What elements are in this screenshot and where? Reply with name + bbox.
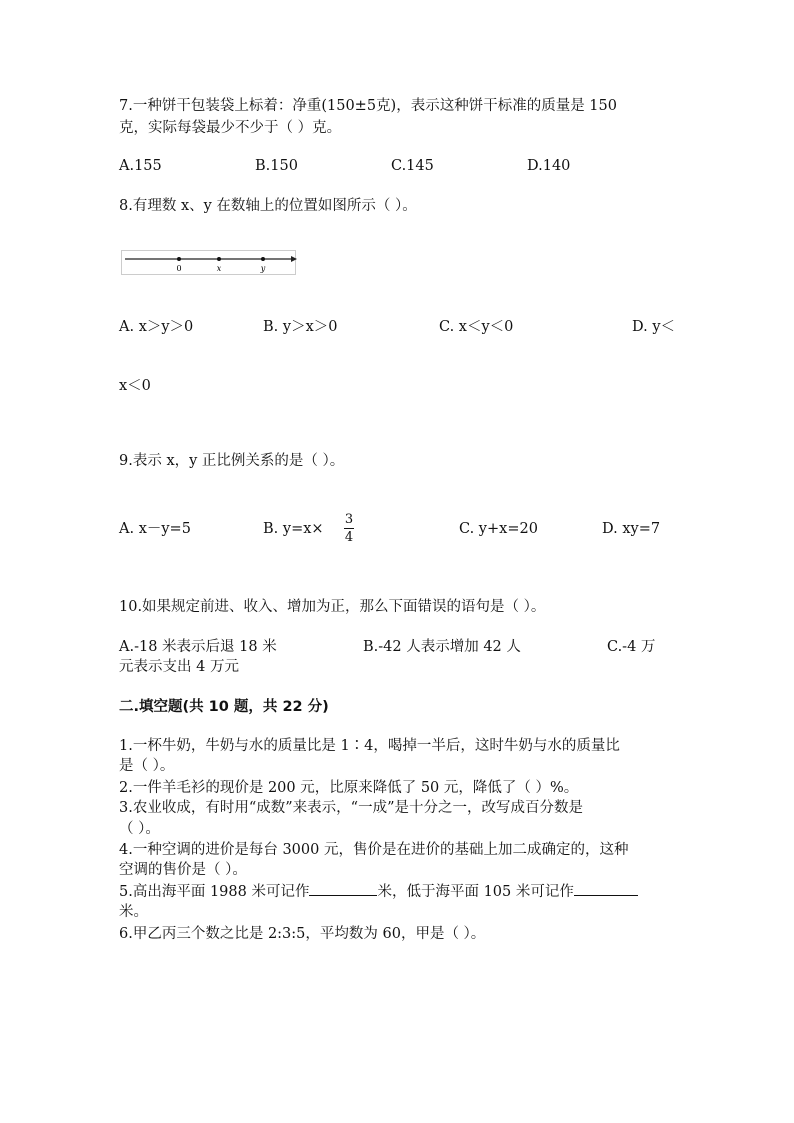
q10-option-c-continued: 元表示支出 4 万元 xyxy=(119,659,239,675)
point-y xyxy=(261,257,265,261)
q7-stem-line1: 7.一种饼干包装袋上标着：净重(150±5克)，表示这种饼干标准的质量是 150 xyxy=(119,98,617,114)
q7-option-d[interactable]: D.140 xyxy=(527,158,571,174)
fill-item-1-line1: 1.一杯牛奶，牛奶与水的质量比是 1∶4，喝掉一半后，这时牛奶与水的质量比 xyxy=(119,738,620,754)
q9-option-c[interactable]: C. y+x=20 xyxy=(459,521,538,537)
point-x xyxy=(217,257,221,261)
q7-option-b[interactable]: B.150 xyxy=(255,158,298,174)
q7-option-a[interactable]: A.155 xyxy=(119,158,162,174)
q7-stem-line2: 克，实际每袋最少不少于（ ）克。 xyxy=(119,120,342,136)
q7-option-c[interactable]: C.145 xyxy=(391,158,434,174)
q10-option-a[interactable]: A.-18 米表示后退 18 米 xyxy=(119,639,277,655)
fill-item-3-line2: （ ）。 xyxy=(119,821,160,837)
q10-option-b[interactable]: B.-42 人表示增加 42 人 xyxy=(363,639,521,655)
q8-stem: 8.有理数 x、y 在数轴上的位置如图所示（ ）。 xyxy=(119,198,417,214)
section-title: 二.填空题(共 10 题，共 22 分) xyxy=(119,699,329,715)
q9-stem: 9.表示 x，y 正比例关系的是（ ）。 xyxy=(119,453,345,469)
fraction-denominator: 4 xyxy=(344,530,354,545)
fill-item-6: 6.甲乙丙三个数之比是 2:3:5，平均数为 60，甲是（ ）。 xyxy=(119,926,486,942)
fill-item-5-part2: 米，低于海平面 105 米可记作 xyxy=(377,884,574,900)
q9-option-a[interactable]: A. x－y=5 xyxy=(119,521,191,537)
fraction-numerator: 3 xyxy=(344,512,354,527)
q9-option-d[interactable]: D. xy=7 xyxy=(602,521,661,537)
label-zero: 0 xyxy=(176,264,182,273)
arrow-icon xyxy=(291,256,297,262)
q8-option-d[interactable]: D. y＜ xyxy=(632,319,676,335)
answer-blank-1[interactable] xyxy=(309,895,377,896)
q10-stem: 10.如果规定前进、收入、增加为正，那么下面错误的语句是（ ）。 xyxy=(119,599,546,615)
fill-item-3-line1: 3.农业收成，有时用“成数”来表示，“一成”是十分之一，改写成百分数是 xyxy=(119,800,583,816)
q10-option-c[interactable]: C.-4 万 xyxy=(607,639,656,655)
q9-option-b[interactable]: B. y=x× xyxy=(263,521,324,537)
q8-option-b[interactable]: B. y＞x＞0 xyxy=(263,319,338,335)
fill-item-5-line1 xyxy=(119,882,638,902)
figure-frame xyxy=(122,251,296,275)
fill-item-5-line2: 米。 xyxy=(119,904,148,920)
q8-option-d-continued: x＜0 xyxy=(119,378,151,394)
fill-item-4-line2: 空调的售价是（ ）。 xyxy=(119,862,247,878)
fill-item-2: 2.一件羊毛衫的现价是 200 元，比原来降低了 50 元，降低了（ ）%。 xyxy=(119,780,579,796)
label-y: y xyxy=(260,264,266,273)
answer-blank-2[interactable] xyxy=(574,895,638,896)
q8-option-c[interactable]: C. x＜y＜0 xyxy=(439,319,514,335)
fraction-bar xyxy=(344,528,354,529)
label-x: x xyxy=(216,264,222,273)
fill-item-4-line1: 4.一种空调的进价是每台 3000 元，售价是在进价的基础上加二成确定的，这种 xyxy=(119,842,629,858)
fill-item-5-part1: 5.高出海平面 1988 米可记作 xyxy=(119,884,310,900)
number-line-figure xyxy=(121,250,297,276)
point-zero xyxy=(177,257,181,261)
q8-option-a[interactable]: A. x＞y＞0 xyxy=(119,319,194,335)
fill-item-1-line2: 是（ ）。 xyxy=(119,758,175,774)
q9-fraction xyxy=(341,512,357,545)
